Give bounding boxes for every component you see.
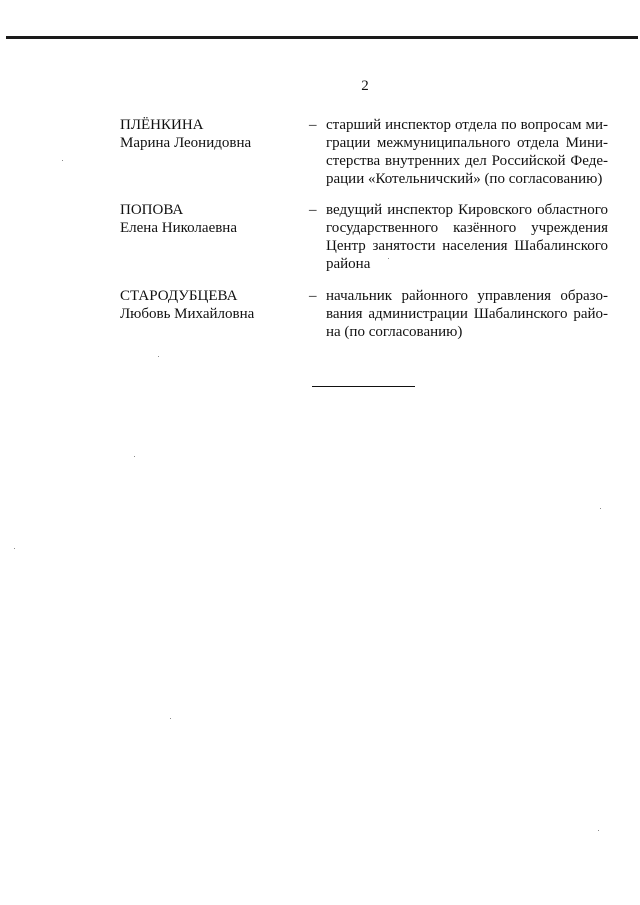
dash-separator: – [309, 117, 317, 133]
member-name [120, 287, 295, 323]
role-line: грации межмуниципального отдела Мини- [326, 135, 608, 151]
role-line: на (по согласованию) [326, 324, 463, 340]
member-name [120, 201, 295, 237]
closing-rule [312, 386, 415, 387]
member-surname: ПОПОВА [120, 202, 184, 218]
dash-separator: – [309, 202, 317, 218]
member-surname: СТАРОДУБЦЕВА [120, 288, 238, 304]
member-surname: ПЛЁНКИНА [120, 117, 204, 133]
role-line: района [326, 256, 371, 272]
member-given-names: Марина Леонидовна [120, 135, 252, 151]
role-line: государственного казённого учреждения [326, 220, 608, 236]
member-role [326, 116, 608, 188]
dash-separator: – [309, 288, 317, 304]
top-rule [6, 36, 638, 39]
scan-speck [170, 718, 171, 719]
role-line: вания администрации Шабалинского райо- [326, 306, 608, 322]
role-line: начальник районного управления образо- [326, 288, 608, 304]
scan-speck [158, 356, 159, 357]
scan-speck [134, 456, 135, 457]
member-name [120, 116, 295, 152]
member-given-names: Елена Николаевна [120, 220, 237, 236]
role-line: рации «Котельничский» (по согласованию) [326, 171, 603, 187]
role-line: ведущий инспектор Кировского областного [326, 202, 608, 218]
scan-speck [62, 160, 63, 161]
role-line: стерства внутренних дел Российской Феде- [326, 153, 608, 169]
scan-speck [388, 258, 389, 259]
scan-speck [14, 548, 15, 549]
role-line: старший инспектор отдела по вопросам ми- [326, 117, 608, 133]
scan-speck [598, 830, 599, 831]
page-number: 2 [361, 78, 369, 94]
role-line: Центр занятости населения Шабалинского [326, 238, 608, 254]
scan-speck [600, 508, 601, 509]
member-role [326, 201, 608, 273]
member-role [326, 287, 608, 341]
member-given-names: Любовь Михайловна [120, 306, 255, 322]
